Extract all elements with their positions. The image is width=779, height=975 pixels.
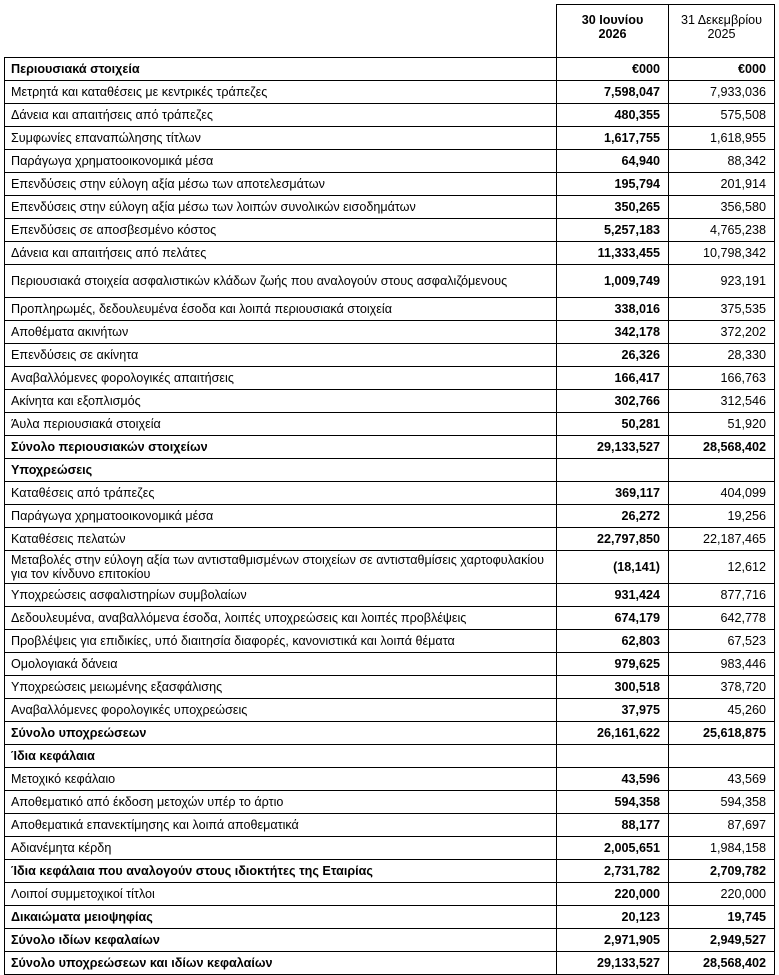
prior-period-value: 2,949,527 [669,929,775,952]
row-label: Παράγωγα χρηματοοικονομικά μέσα [5,505,557,528]
row-label: Αναβαλλόμενες φορολογικές υποχρεώσεις [5,699,557,722]
table-row [5,367,775,390]
table-row [5,676,775,699]
table-row [5,837,775,860]
current-period-value: 29,133,527 [557,436,669,459]
prior-period-value: 7,933,036 [669,81,775,104]
row-label: Επενδύσεις σε ακίνητα [5,344,557,367]
current-period-value: 2,005,651 [557,837,669,860]
row-label: Σύνολο υποχρεώσεων [5,722,557,745]
current-period-value: 302,766 [557,390,669,413]
table-row [5,265,775,298]
row-label: Επενδύσεις στην εύλογη αξία μέσω των λοιπών συνολικών εισοδημάτων [5,196,557,219]
current-period-value: 62,803 [557,630,669,653]
current-period-value: 594,358 [557,791,669,814]
table-row [5,344,775,367]
current-period-value: 11,333,455 [557,242,669,265]
current-period-value: 43,596 [557,768,669,791]
row-label: Άυλα περιουσιακά στοιχεία [5,413,557,436]
prior-period-value: 22,187,465 [669,528,775,551]
prior-period-value: 356,580 [669,196,775,219]
table-row [5,630,775,653]
current-period-value: 220,000 [557,883,669,906]
row-label: Δεδουλευμένα, αναβαλλόμενα έσοδα, λοιπές υποχρεώσεις και λοιπές προβλέψεις [5,607,557,630]
row-label: Συμφωνίες επαναπώλησης τίτλων [5,127,557,150]
total-row [5,952,775,975]
balance-sheet [4,4,774,975]
current-period-value: 20,123 [557,906,669,929]
current-period-value: 1,009,749 [557,265,669,298]
current-period-value: 50,281 [557,413,669,436]
table-row [5,58,775,81]
table-row [5,883,775,906]
current-period-value: 979,625 [557,653,669,676]
row-label: Δικαιώματα μειοψηφίας [5,906,557,929]
current-period-value: 26,326 [557,344,669,367]
prior-period-value: 312,546 [669,390,775,413]
total-row [5,929,775,952]
prior-period-value: 28,330 [669,344,775,367]
row-label: Ακίνητα και εξοπλισμός [5,390,557,413]
row-label: Αναβαλλόμενες φορολογικές απαιτήσεις [5,367,557,390]
row-label: Προπληρωμές, δεδουλευμένα έσοδα και λοιπά περιουσιακά στοιχεία [5,298,557,321]
total-row [5,860,775,883]
table-row [5,768,775,791]
current-period-value: 674,179 [557,607,669,630]
current-period-value: 29,133,527 [557,952,669,975]
table-row [5,505,775,528]
row-label: Επενδύσεις στην εύλογη αξία μέσω των αποτελεσμάτων [5,173,557,196]
row-label: Προβλέψεις για επιδικίες, υπό διαιτησία διαφορές, κανονιστικά και λοιπά θέματα [5,630,557,653]
table-row [5,653,775,676]
prior-period-value: 43,569 [669,768,775,791]
row-label: Μετοχικό κεφάλαιο [5,768,557,791]
table-row [5,81,775,104]
prior-period-value: 87,697 [669,814,775,837]
table-row [5,173,775,196]
table-row [5,791,775,814]
row-label: Ομολογιακά δάνεια [5,653,557,676]
table-row [5,219,775,242]
current-period-value: 7,598,047 [557,81,669,104]
table-row [5,413,775,436]
row-label: Αποθεματικό από έκδοση μετοχών υπέρ το άρτιο [5,791,557,814]
row-label: Υποχρεώσεις ασφαλιστηρίων συμβολαίων [5,584,557,607]
current-period-value [557,459,669,482]
prior-period-value: 10,798,342 [669,242,775,265]
prior-period-value: 28,568,402 [669,952,775,975]
table-row [5,127,775,150]
prior-period-value: 25,618,875 [669,722,775,745]
current-period-value: 338,016 [557,298,669,321]
prior-period-value: 45,260 [669,699,775,722]
row-label: Καταθέσεις από τράπεζες [5,482,557,505]
current-period-value: 1,617,755 [557,127,669,150]
table-row [5,104,775,127]
current-period-value: 931,424 [557,584,669,607]
balance-sheet-table [4,4,775,975]
table-row [5,390,775,413]
row-label: Αποθεματικά επανεκτίμησης και λοιπά αποθεματικά [5,814,557,837]
current-period-value: 88,177 [557,814,669,837]
current-period-value: 369,117 [557,482,669,505]
current-period-value: 300,518 [557,676,669,699]
header-prior-line2: 2025 [707,27,736,41]
current-period-value: 5,257,183 [557,219,669,242]
table-row [5,551,775,584]
current-period-value: 26,272 [557,505,669,528]
column-header-row [5,5,775,58]
prior-period-value: 19,256 [669,505,775,528]
prior-period-value: 378,720 [669,676,775,699]
prior-period-value [669,459,775,482]
row-label: Λοιποί συμμετοχικοί τίτλοι [5,883,557,906]
current-period-value: 195,794 [557,173,669,196]
table-row [5,321,775,344]
row-label: Μετρητά και καταθέσεις με κεντρικές τράπεζες [5,81,557,104]
prior-period-value: 594,358 [669,791,775,814]
prior-period-value: 4,765,238 [669,219,775,242]
current-period-value: 2,971,905 [557,929,669,952]
table-body [5,58,775,975]
prior-period-value: 166,763 [669,367,775,390]
prior-period-value: 2,709,782 [669,860,775,883]
total-row [5,436,775,459]
row-label: Σύνολο περιουσιακών στοιχείων [5,436,557,459]
current-period-value: 37,975 [557,699,669,722]
row-label: Παράγωγα χρηματοοικονομικά μέσα [5,150,557,173]
row-label: Ίδια κεφάλαια που αναλογούν στους ιδιοκτήτες της Εταιρίας [5,860,557,883]
row-label: Δάνεια και απαιτήσεις από τράπεζες [5,104,557,127]
row-label: Υποχρεώσεις [5,459,557,482]
table-row [5,699,775,722]
row-label: Αποθέματα ακινήτων [5,321,557,344]
current-period-value: 26,161,622 [557,722,669,745]
current-period-value: 2,731,782 [557,860,669,883]
table-row [5,482,775,505]
prior-period-value: 923,191 [669,265,775,298]
row-label: Σύνολο υποχρεώσεων και ιδίων κεφαλαίων [5,952,557,975]
prior-period-value: 19,745 [669,906,775,929]
table-row [5,814,775,837]
prior-period-value: €000 [669,58,775,81]
header-current-line2: 2026 [598,27,627,41]
prior-period-value: 877,716 [669,584,775,607]
row-label: Περιουσιακά στοιχεία [5,58,557,81]
current-period-value: 480,355 [557,104,669,127]
table-row [5,528,775,551]
prior-period-value: 67,523 [669,630,775,653]
current-period-value: 166,417 [557,367,669,390]
prior-period-value: 1,984,158 [669,837,775,860]
prior-period-value: 220,000 [669,883,775,906]
table-row [5,150,775,173]
header-current-period [557,5,669,58]
current-period-value: (18,141) [557,551,669,584]
current-period-value: €000 [557,58,669,81]
row-label: Επενδύσεις σε αποσβεσμένο κόστος [5,219,557,242]
current-period-value: 342,178 [557,321,669,344]
table-row [5,906,775,929]
table-row [5,584,775,607]
row-label: Υποχρεώσεις μειωμένης εξασφάλισης [5,676,557,699]
prior-period-value: 201,914 [669,173,775,196]
table-row [5,196,775,219]
row-label: Μεταβολές στην εύλογη αξία των αντισταθμισμένων στοιχείων σε αντισταθμίσεις χαρτοφυλακίου για τον κίνδυνο επιτοκίου [5,551,557,584]
row-label: Σύνολο ιδίων κεφαλαίων [5,929,557,952]
row-label: Ίδια κεφάλαια [5,745,557,768]
prior-period-value: 375,535 [669,298,775,321]
section-header-row [5,459,775,482]
row-label: Αδιανέμητα κέρδη [5,837,557,860]
current-period-value: 22,797,850 [557,528,669,551]
prior-period-value: 372,202 [669,321,775,344]
prior-period-value: 51,920 [669,413,775,436]
table-row [5,298,775,321]
header-prior-period [669,5,775,58]
prior-period-value: 404,099 [669,482,775,505]
current-period-value [557,745,669,768]
header-blank-cell [5,5,557,58]
row-label: Καταθέσεις πελατών [5,528,557,551]
prior-period-value: 642,778 [669,607,775,630]
prior-period-value [669,745,775,768]
row-label: Περιουσιακά στοιχεία ασφαλιστικών κλάδων ζωής που αναλογούν στους ασφαλιζόμενους [5,265,557,298]
prior-period-value: 88,342 [669,150,775,173]
table-row [5,242,775,265]
total-row [5,722,775,745]
current-period-value: 350,265 [557,196,669,219]
table-row [5,607,775,630]
current-period-value: 64,940 [557,150,669,173]
prior-period-value: 575,508 [669,104,775,127]
section-header-row [5,745,775,768]
row-label: Δάνεια και απαιτήσεις από πελάτες [5,242,557,265]
prior-period-value: 1,618,955 [669,127,775,150]
header-prior-line1: 31 Δεκεμβρίου [680,13,763,27]
prior-period-value: 983,446 [669,653,775,676]
prior-period-value: 28,568,402 [669,436,775,459]
prior-period-value: 12,612 [669,551,775,584]
header-current-line1: 30 Ιουνίου [581,13,644,27]
